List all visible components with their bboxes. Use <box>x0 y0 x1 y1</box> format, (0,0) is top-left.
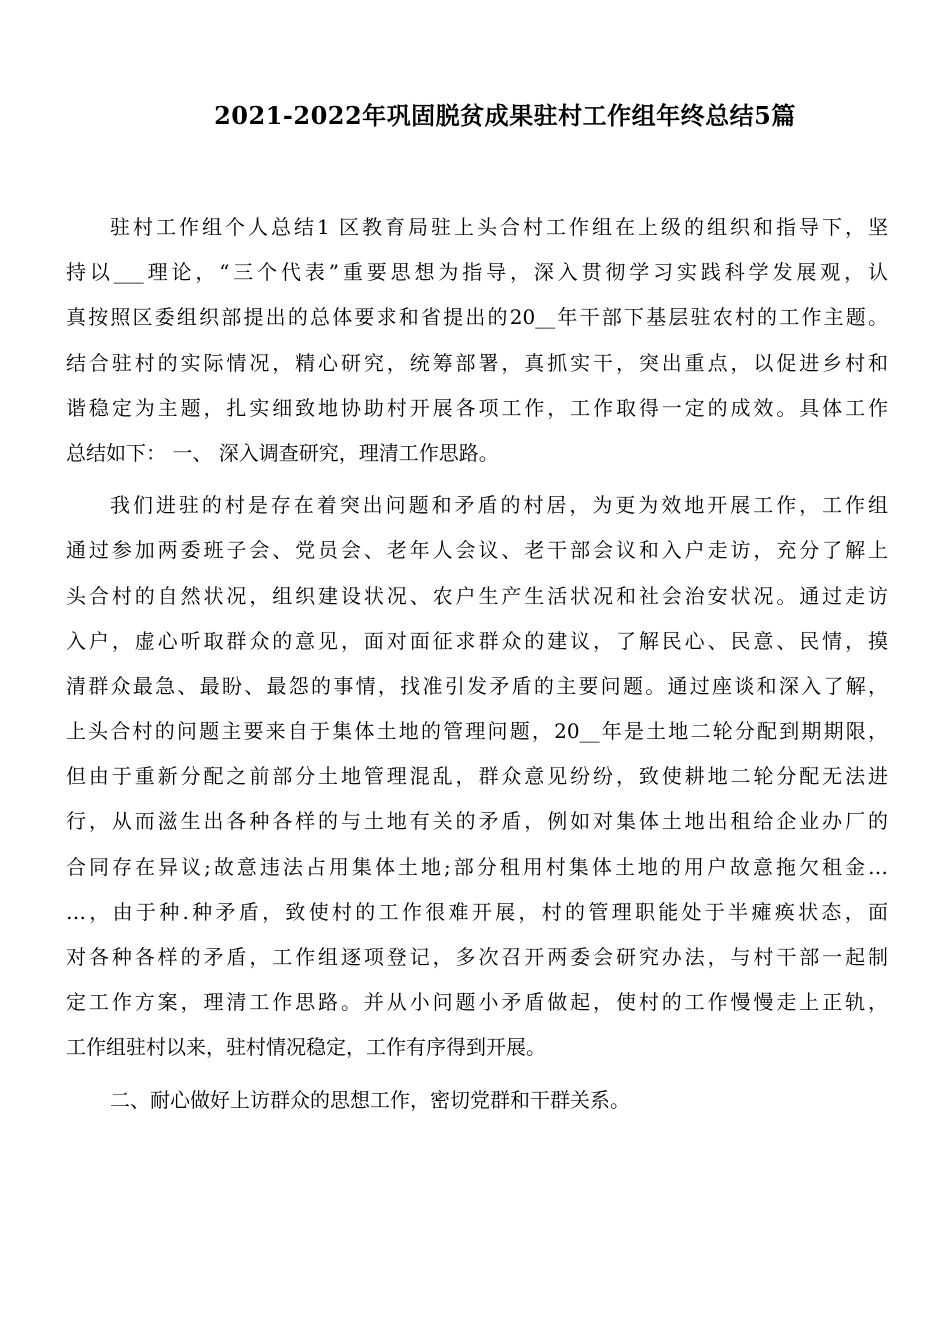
paragraph-2-line-3: 头合村的自然状况，组织建设状况、农户生产生活状况和社会治安状况。通过走访 <box>66 583 888 608</box>
paragraph-3-line-1: 二、耐心做好上访群众的思想工作，密切党群和干群关系。 <box>110 1087 630 1112</box>
document-title: 2021-2022年巩固脱贫成果驻村工作组年终总结5篇 <box>214 101 796 130</box>
paragraph-2-line-10: …，由于种.种矛盾，致使村的工作很难开展，村的管理职能处于半瘫痪状态，面 <box>66 899 888 924</box>
paragraph-spacer <box>66 476 888 483</box>
paragraph-1-line-6: 总结如下： 一、 深入调查研究，理清工作思路。 <box>66 440 499 465</box>
paragraph-1-line-5: 谐稳定为主题，扎实细致地协助村开展各项工作，工作取得一定的成效。具体工作 <box>66 395 888 420</box>
paragraph-2-line-4: 入户，虚心听取群众的意见，面对面征求群众的建议，了解民心、民意、民情，摸 <box>66 628 888 653</box>
paragraph-2-line-12: 定工作方案，理清工作思路。并从小问题小矛盾做起，使村的工作慢慢走上正轨， <box>66 990 888 1015</box>
paragraph-2-line-2: 通过参加两委班子会、党员会、老年人会议、老干部会议和入户走访，充分了解上 <box>66 538 888 563</box>
paragraph-2-line-9: 合同存在异议;故意违法占用集体土地;部分租用村集体土地的用户故意拖欠租金… <box>66 854 888 879</box>
paragraph-1-line-1: 驻村工作组个人总结1 区教育局驻上头合村工作组在上级的组织和指导下，坚 <box>110 215 888 239</box>
paragraph-2-line-7: 但由于重新分配之前部分土地管理混乱，群众意见纷纷，致使耕地二轮分配无法进 <box>66 764 888 789</box>
document-body <box>66 205 888 1123</box>
paragraph-2-line-5: 清群众最急、最盼、最怨的事情，找准引发矛盾的主要问题。通过座谈和深入了解， <box>66 673 888 698</box>
paragraph-2-line-13: 工作组驻村以来，驻村情况稳定，工作有序得到开展。 <box>66 1035 546 1060</box>
paragraph-1-line-2: 持以___理论，“三个代表”重要思想为指导，深入贯彻学习实践科学发展观，认 <box>66 260 888 285</box>
paragraph-1-line-3: 真按照区委组织部提出的总体要求和省提出的20__年干部下基层驻农村的工作主题。 <box>66 305 888 330</box>
paragraph-2-line-6: 上头合村的问题主要来自于集体土地的管理问题，20__年是土地二轮分配到期期限， <box>66 719 888 744</box>
paragraph-2-line-11: 对各种各样的矛盾，工作组逐项登记，多次召开两委会研究办法，与村干部一起制 <box>66 945 888 969</box>
paragraph-spacer <box>66 1071 888 1078</box>
paragraph-2-line-8: 行，从而滋生出各种各样的与土地有关的矛盾，例如对集体土地出租给企业办厂的 <box>66 809 888 834</box>
paragraph-2-line-1: 我们进驻的村是存在着突出问题和矛盾的村居，为更为效地开展工作，工作组 <box>110 493 888 518</box>
paragraph-1-line-4: 结合驻村的实际情况，精心研究，统筹部署，真抓实干，突出重点，以促进乡村和 <box>66 350 888 375</box>
